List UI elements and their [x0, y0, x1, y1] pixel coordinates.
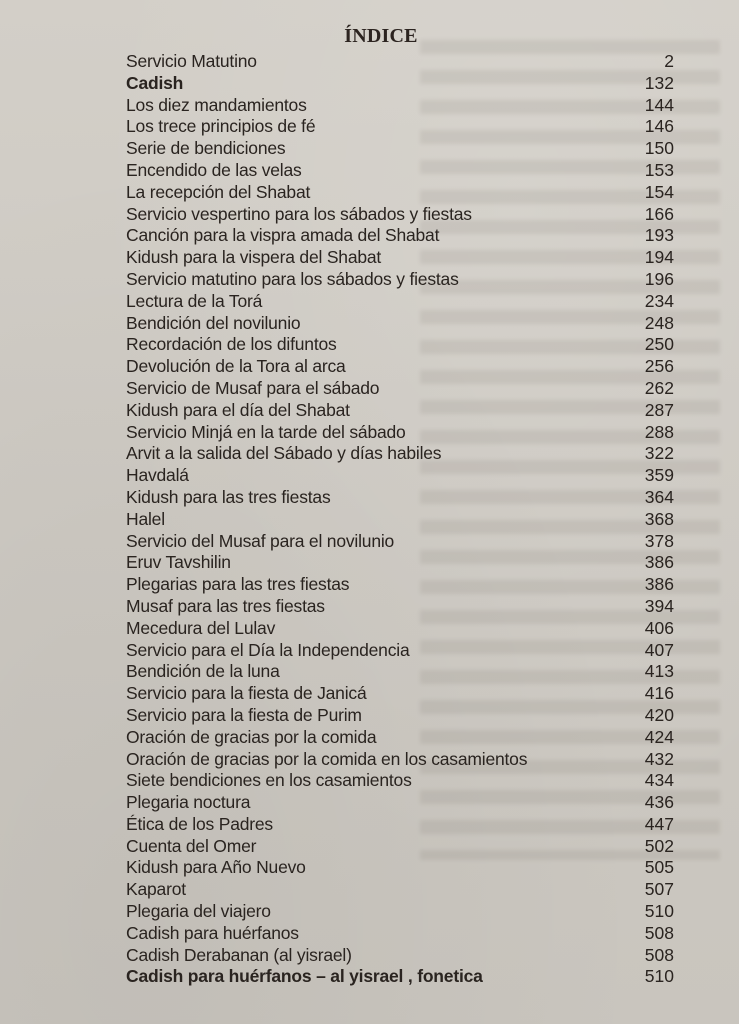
toc-entry-title: Plegarias para las tres fiestas [126, 574, 350, 595]
toc-entry-page-number: 394 [644, 595, 674, 616]
toc-entry-page-number: 502 [644, 835, 674, 856]
toc-entry-page-number: 193 [644, 225, 674, 246]
toc-entry-title: Kidush para el día del Shabat [126, 399, 350, 420]
toc-entry-title: Servicio para el Día la Independencia [126, 639, 410, 660]
toc-entry-page-number: 436 [644, 792, 674, 813]
table-of-contents [126, 51, 674, 988]
toc-entry-title: Servicio de Musaf para el sábado [126, 377, 380, 398]
toc-entry-page-number: 364 [644, 486, 674, 507]
toc-entry-title: Los diez mandamientos [126, 94, 307, 115]
toc-entry [126, 966, 674, 988]
toc-entry [126, 378, 674, 400]
toc-entry [126, 182, 674, 204]
toc-entry-page-number: 434 [644, 770, 674, 791]
toc-entry-page-number: 150 [644, 138, 674, 159]
toc-entry-title: Canción para la vispra amada del Shabat [126, 225, 440, 246]
toc-entry-page-number: 447 [644, 813, 674, 834]
toc-entry-title: Servicio Matutino [126, 51, 257, 71]
toc-entry-title: Kidush para la vispera del Shabat [126, 247, 382, 268]
toc-entry-title: Musaf para las tres fiestas [126, 595, 325, 616]
toc-entry [126, 945, 674, 967]
toc-entry-page-number: 287 [644, 399, 674, 420]
toc-entry-page-number: 234 [644, 290, 674, 311]
toc-entry-page-number: 368 [644, 508, 674, 529]
toc-entry-title: Cadish para huérfanos – al yisrael , fonetica [126, 966, 483, 987]
toc-entry-page-number: 166 [644, 203, 674, 224]
toc-entry [126, 552, 674, 574]
toc-entry [126, 443, 674, 465]
toc-entry-title: La recepción del Shabat [126, 181, 311, 202]
toc-entry-title: Oración de gracias por la comida en los casamientos [126, 748, 528, 769]
toc-entry-page-number: 510 [644, 901, 674, 922]
toc-entry [126, 247, 674, 269]
toc-entry-title: Halel [126, 508, 165, 529]
toc-entry-page-number: 322 [644, 443, 674, 464]
toc-entry-page-number: 196 [644, 268, 674, 289]
toc-entry-title: Bendición del novilunio [126, 312, 301, 333]
toc-entry-title: Cadish [126, 72, 184, 93]
toc-entry-title: Kaparot [126, 879, 186, 900]
toc-entry-page-number: 510 [644, 966, 674, 987]
toc-entry-page-number: 250 [644, 334, 674, 355]
toc-entry-title: Servicio Minjá en la tarde del sábado [126, 421, 406, 442]
toc-entry [126, 640, 674, 662]
toc-entry [126, 792, 674, 814]
toc-entry-title: Los trece principios de fé [126, 116, 316, 137]
toc-entry [126, 879, 674, 901]
page-title: ÍNDICE [344, 25, 418, 48]
toc-entry [126, 574, 674, 596]
toc-entry [126, 705, 674, 727]
toc-entry-title: Arvit a la salida del Sábado y días habiles [126, 443, 442, 464]
toc-entry-title: Ética de los Padres [126, 813, 273, 834]
toc-entry [126, 923, 674, 945]
toc-entry-page-number: 262 [644, 377, 674, 398]
toc-entry-title: Bendición de la luna [126, 661, 280, 682]
toc-entry-page-number: 386 [644, 574, 674, 595]
toc-entry [126, 51, 674, 73]
toc-entry [126, 618, 674, 640]
toc-entry [126, 814, 674, 836]
toc-entry [126, 857, 674, 879]
toc-entry [126, 160, 674, 182]
toc-entry-title: Cadish para huérfanos [126, 922, 299, 943]
toc-entry-title: Lectura de la Torá [126, 290, 263, 311]
toc-entry [126, 400, 674, 422]
toc-entry-title: Servicio para la fiesta de Purim [126, 704, 362, 725]
toc-entry-page-number: 413 [644, 661, 674, 682]
toc-entry [126, 465, 674, 487]
toc-entry-page-number: 132 [644, 72, 674, 93]
toc-entry-page-number: 406 [644, 617, 674, 638]
toc-entry-page-number: 508 [644, 922, 674, 943]
toc-entry-title: Devolución de la Tora al arca [126, 356, 346, 377]
toc-entry-page-number: 248 [644, 312, 674, 333]
toc-entry-title: Cuenta del Omer [126, 835, 257, 856]
toc-entry-page-number: 154 [644, 181, 674, 202]
toc-entry [126, 661, 674, 683]
toc-entry-page-number: 508 [644, 944, 674, 965]
toc-entry-title: Servicio vespertino para los sábados y fiestas [126, 203, 472, 224]
toc-entry-title: Oración de gracias por la comida [126, 726, 377, 747]
toc-entry-page-number: 378 [644, 530, 674, 551]
toc-entry-page-number: 194 [644, 247, 674, 268]
toc-entry-title: Servicio del Musaf para el novilunio [126, 530, 395, 551]
toc-entry [126, 770, 674, 792]
toc-entry-title: Havdalá [126, 465, 189, 486]
toc-entry-page-number: 424 [644, 726, 674, 747]
toc-entry [126, 204, 674, 226]
toc-entry-page-number: 256 [644, 356, 674, 377]
toc-entry-page-number: 2 [664, 51, 674, 71]
toc-entry [126, 487, 674, 509]
toc-entry-title: Mecedura del Lulav [126, 617, 276, 638]
toc-entry [126, 596, 674, 618]
toc-entry-title: Cadish Derabanan (al yisrael) [126, 944, 352, 965]
toc-entry-page-number: 146 [644, 116, 674, 137]
toc-entry-title: Eruv Tavshilin [126, 552, 231, 573]
toc-entry-title: Servicio matutino para los sábados y fiestas [126, 268, 459, 289]
toc-entry-title: Recordación de los difuntos [126, 334, 337, 355]
toc-entry [126, 683, 674, 705]
toc-entry-page-number: 144 [644, 94, 674, 115]
toc-entry [126, 531, 674, 553]
toc-entry [126, 269, 674, 291]
toc-entry-title: Plegaria del viajero [126, 901, 271, 922]
toc-entry-page-number: 432 [644, 748, 674, 769]
toc-entry-page-number: 416 [644, 683, 674, 704]
toc-entry [126, 225, 674, 247]
toc-entry-page-number: 420 [644, 704, 674, 725]
toc-entry [126, 727, 674, 749]
toc-entry-title: Kidush para Año Nuevo [126, 857, 306, 878]
toc-entry-title: Serie de bendiciones [126, 138, 286, 159]
toc-entry [126, 422, 674, 444]
toc-entry-title: Servicio para la fiesta de Janicá [126, 683, 367, 704]
toc-entry [126, 509, 674, 531]
toc-entry [126, 116, 674, 138]
toc-entry-page-number: 153 [644, 159, 674, 180]
toc-entry [126, 749, 674, 771]
toc-entry [126, 334, 674, 356]
toc-entry-title: Siete bendiciones en los casamientos [126, 770, 412, 791]
toc-entry-title: Plegaria noctura [126, 792, 251, 813]
toc-entry-page-number: 407 [644, 639, 674, 660]
toc-entry [126, 313, 674, 335]
toc-entry [126, 95, 674, 117]
toc-entry [126, 291, 674, 313]
toc-entry-page-number: 359 [644, 465, 674, 486]
toc-entry [126, 356, 674, 378]
toc-entry [126, 836, 674, 858]
toc-entry [126, 138, 674, 160]
toc-entry [126, 73, 674, 95]
toc-entry-page-number: 507 [644, 879, 674, 900]
toc-entry-page-number: 386 [644, 552, 674, 573]
toc-entry [126, 901, 674, 923]
toc-entry-page-number: 505 [644, 857, 674, 878]
toc-entry-title: Encendido de las velas [126, 159, 302, 180]
toc-entry-title: Kidush para las tres fiestas [126, 486, 331, 507]
toc-entry-page-number: 288 [644, 421, 674, 442]
